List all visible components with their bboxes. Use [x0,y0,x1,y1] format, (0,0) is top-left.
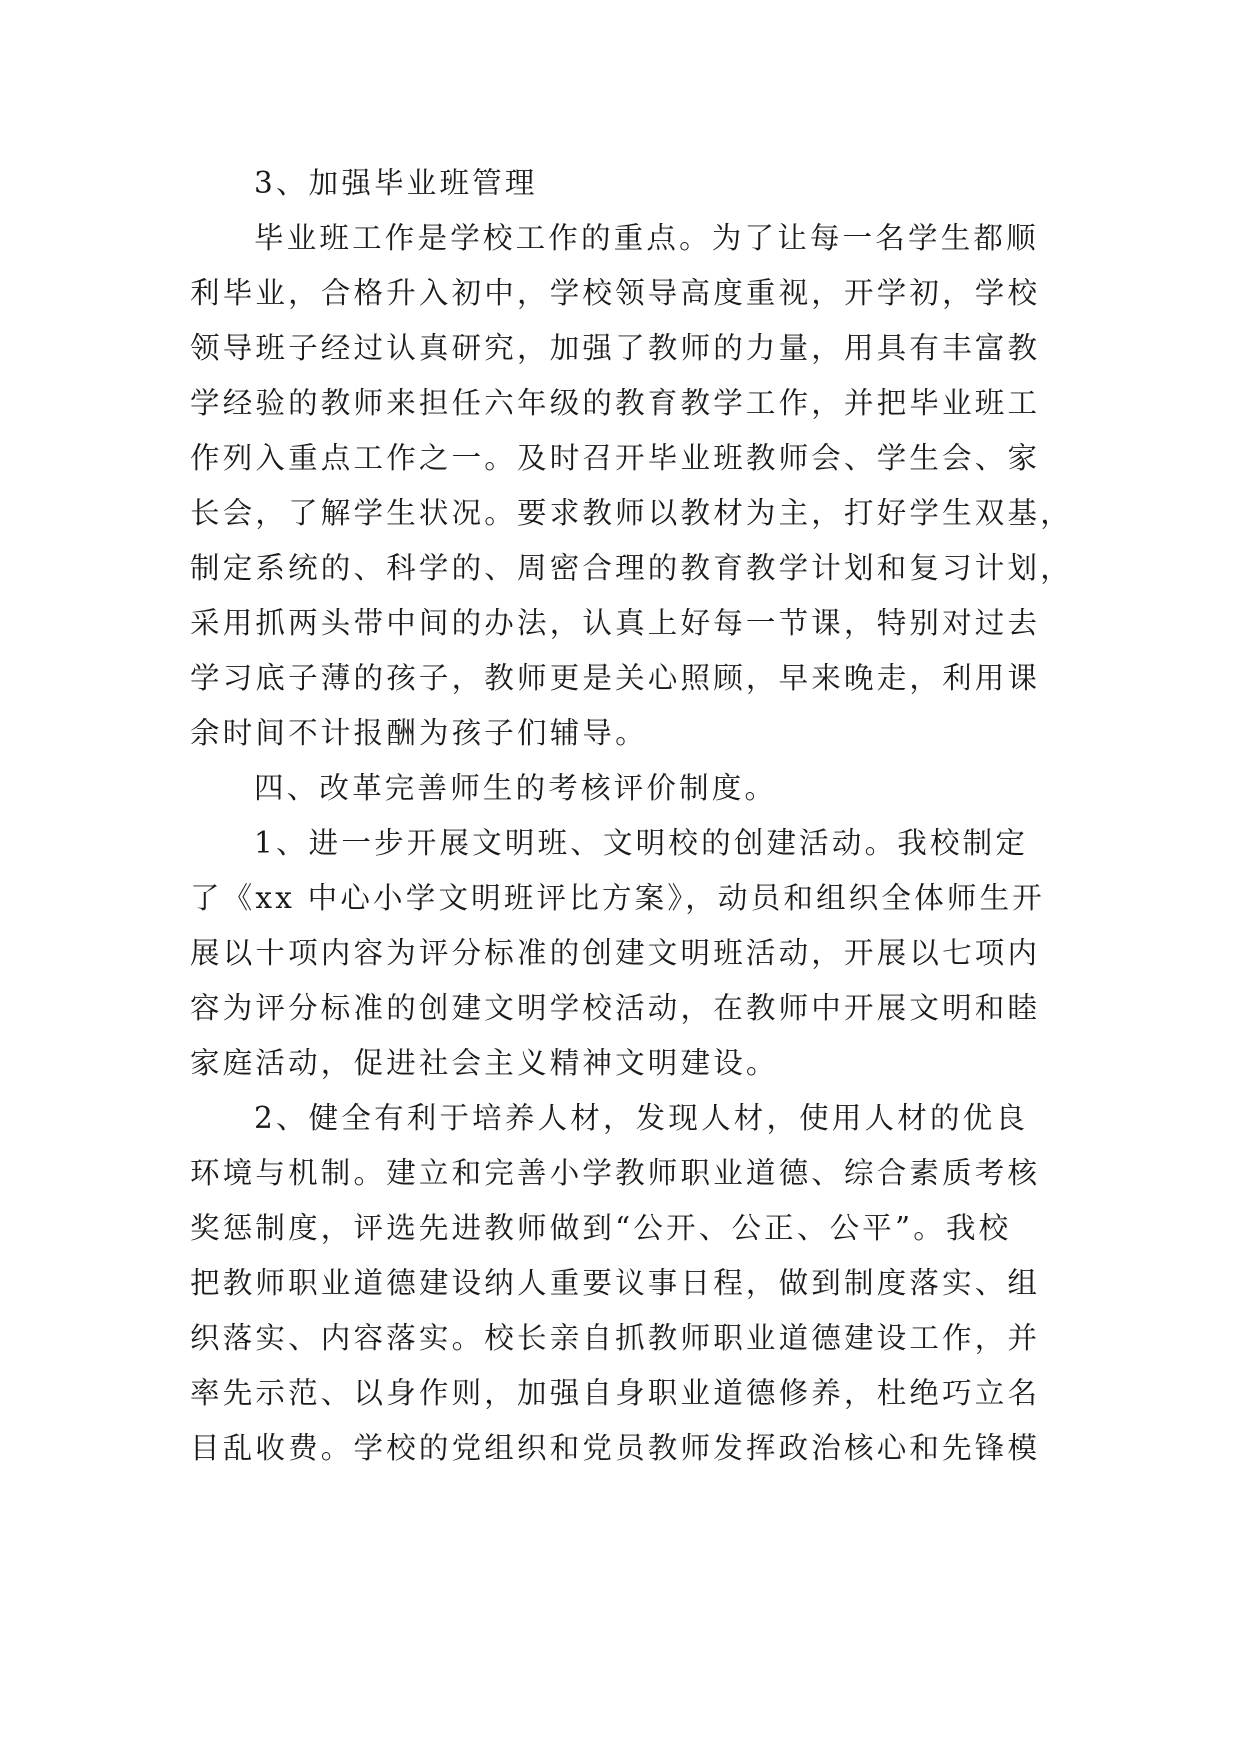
text-line: 容为评分标准的创建文明学校活动，在教师中开展文明和睦 [190,991,1041,1025]
text-line: 展以十项内容为评分标准的创建文明班活动，开展以七项内 [190,936,1041,970]
text-line: 学习底子薄的孩子，教师更是关心照顾，早来晚走，利用课 [190,661,1041,695]
body-text [190,156,1073,1476]
text-line: 环境与机制。建立和完善小学教师职业道德、综合素质考核 [190,1156,1041,1190]
text-line: 目乱收费。学校的党组织和党员教师发挥政治核心和先锋模 [190,1431,1041,1465]
text-line: 采用抓两头带中间的办法，认真上好每一节课，特别对过去 [190,606,1041,640]
text-line: 奖惩制度，评选先进教师做到“公开、公正、公平”。我校 [190,1211,1012,1245]
text-line: 制定系统的、科学的、周密合理的教育教学计划和复习计划， [190,551,1073,585]
text-line: 长会，了解学生状况。要求教师以教材为主，打好学生双基， [190,496,1073,530]
text-line: 四、改革完善师生的考核评价制度。 [254,771,778,805]
text-line: 毕业班工作是学校工作的重点。为了让每一名学生都顺 [254,221,1039,255]
text-line: 作列入重点工作之一。及时召开毕业班教师会、学生会、家 [190,441,1041,475]
text-line: 余时间不计报酬为孩子们辅导。 [190,716,648,750]
paragraph-civilized-class [190,816,1050,1091]
heading-graduating-class-management [190,156,1050,211]
text-line: 学经验的教师来担任六年级的教育教学工作，并把毕业班工 [190,386,1041,420]
paragraph-talent-mechanism [190,1091,1050,1476]
text-line: 1、进一步开展文明班、文明校的创建活动。我校制定 [254,826,1029,860]
text-line: 率先示范、以身作则，加强自身职业道德修养，杜绝巧立名 [190,1376,1041,1410]
heading-evaluation-reform [190,761,1050,816]
text-line: 织落实、内容落实。校长亲自抓教师职业道德建设工作，并 [190,1321,1041,1355]
text-line: 2、健全有利于培养人材，发现人材，使用人材的优良 [254,1101,1029,1135]
text-line: 把教师职业道德建设纳人重要议事日程，做到制度落实、组 [190,1266,1041,1300]
text-line: 利毕业，合格升入初中，学校领导高度重视，开学初，学校 [190,276,1041,310]
text-line: 3、加强毕业班管理 [254,166,538,200]
paragraph-graduating-class [190,211,1073,761]
text-line: 领导班子经过认真研究，加强了教师的力量，用具有丰富教 [190,331,1041,365]
text-line: 了《xx 中心小学文明班评比方案》，动员和组织全体师生开 [190,881,1046,915]
text-line: 家庭活动，促进社会主义精神文明建设。 [190,1046,779,1080]
